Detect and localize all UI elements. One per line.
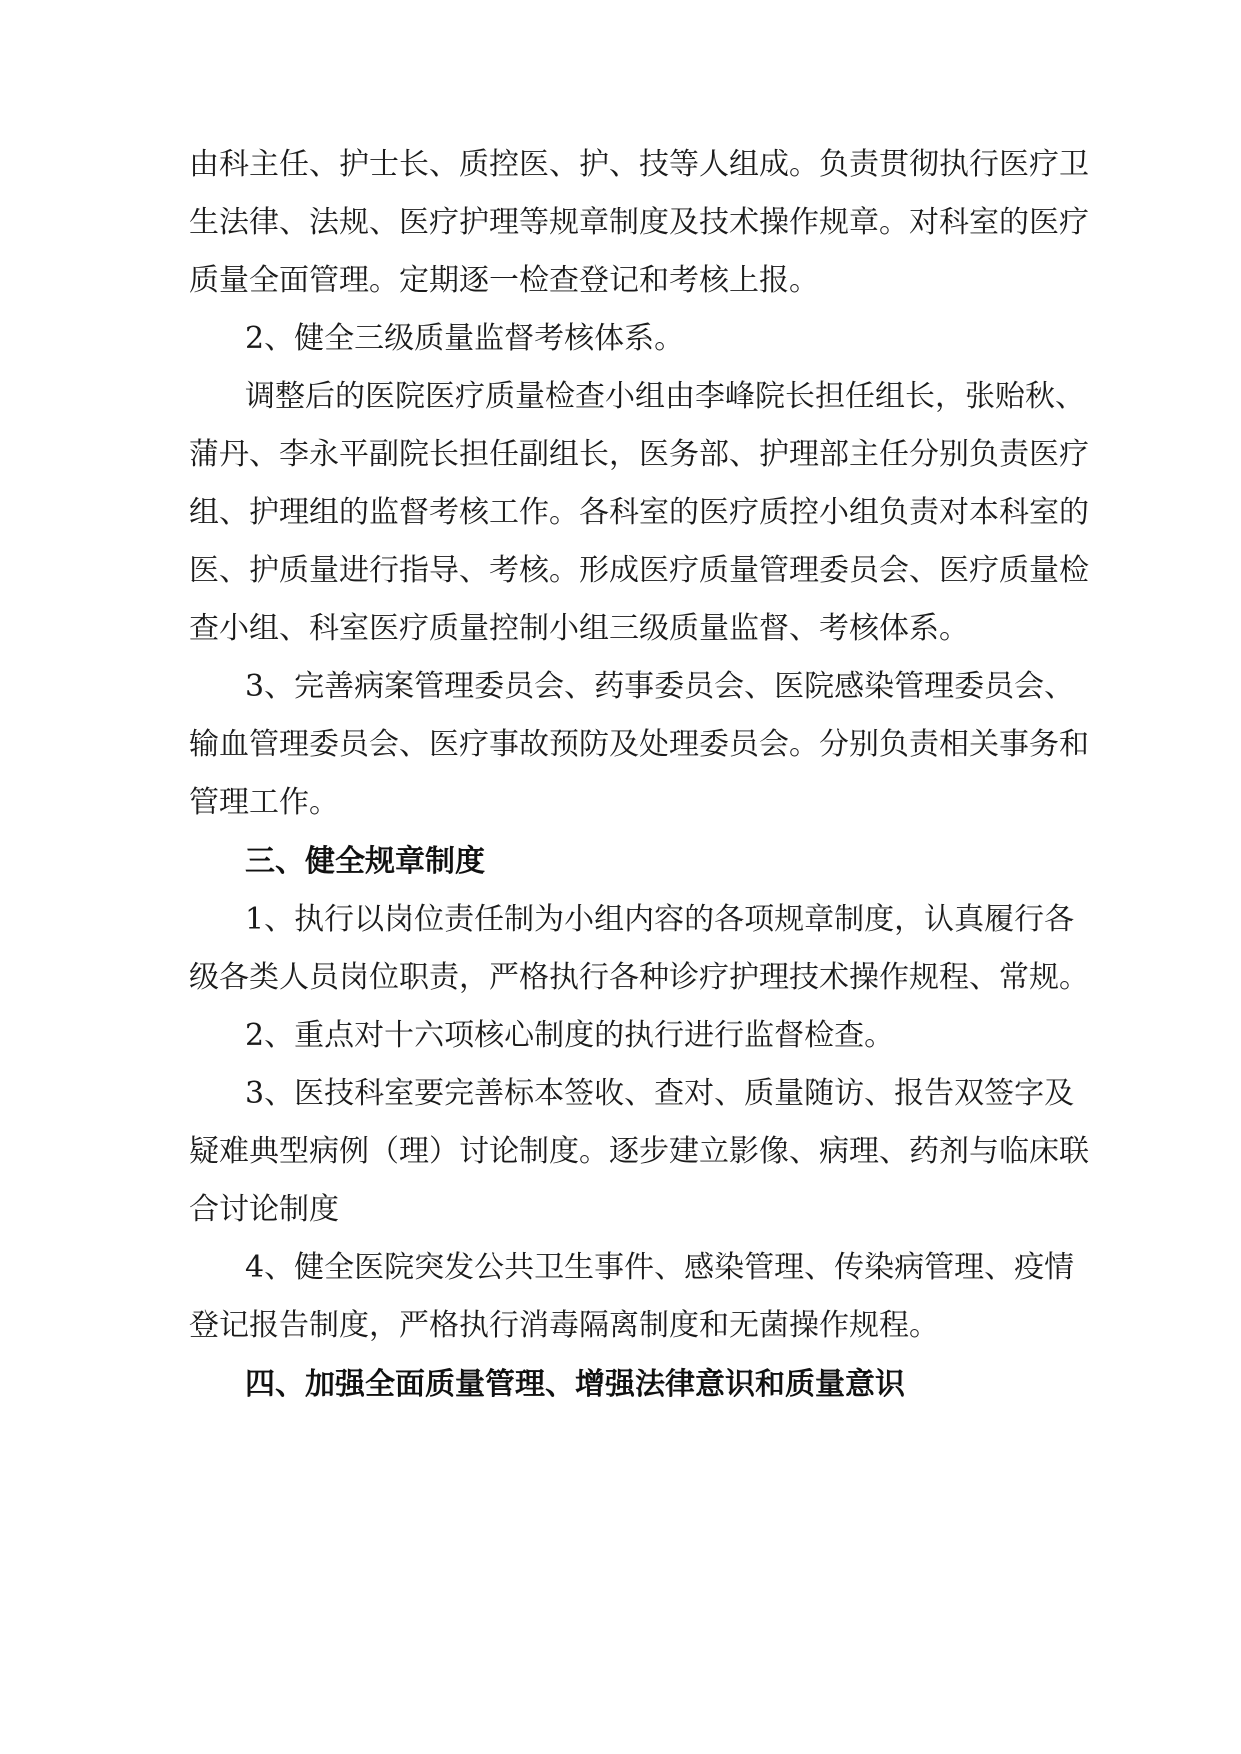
paragraph-line: 合讨论制度: [189, 1192, 339, 1227]
paragraph-line: 调整后的医院医疗质量检查小组由李峰院长担任组长，张贻秋、: [245, 379, 1085, 414]
section-heading-3: 三、健全规章制度: [245, 844, 485, 879]
list-item-2: 2、健全三级质量监督考核体系。: [245, 321, 685, 356]
paragraph-line: 组、护理组的监督考核工作。各科室的医疗质控小组负责对本科室的: [189, 495, 1089, 530]
paragraph-line: 医、护质量进行指导、考核。形成医疗质量管理委员会、医疗质量检: [189, 553, 1089, 588]
list-item-3: 3、医技科室要完善标本签收、查对、质量随访、报告双签字及: [245, 1076, 1075, 1111]
paragraph-line: 管理工作。: [189, 785, 339, 820]
paragraph-line: 疑难典型病例（理）讨论制度。逐步建立影像、病理、药剂与临床联: [189, 1134, 1089, 1169]
paragraph-line: 蒲丹、李永平副院长担任副组长，医务部、护理部主任分别负责医疗: [189, 437, 1089, 472]
paragraph-line: 质量全面管理。定期逐一检查登记和考核上报。: [189, 263, 819, 298]
paragraph-line: 查小组、科室医疗质量控制小组三级质量监督、考核体系。: [189, 611, 969, 646]
list-item-3: 3、完善病案管理委员会、药事委员会、医院感染管理委员会、: [245, 669, 1075, 704]
paragraph-line: 登记报告制度，严格执行消毒隔离制度和无菌操作规程。: [189, 1308, 939, 1343]
section-heading-4: 四、加强全面质量管理、增强法律意识和质量意识: [245, 1367, 905, 1402]
paragraph-line: 由科主任、护士长、质控医、护、技等人组成。负责贯彻执行医疗卫: [189, 147, 1089, 182]
paragraph-line: 级各类人员岗位职责，严格执行各种诊疗护理技术操作规程、常规。: [189, 960, 1089, 995]
list-item-4: 4、健全医院突发公共卫生事件、感染管理、传染病管理、疫情: [245, 1250, 1075, 1285]
paragraph-line: 生法律、法规、医疗护理等规章制度及技术操作规章。对科室的医疗: [189, 205, 1089, 240]
list-item-2: 2、重点对十六项核心制度的执行进行监督检查。: [245, 1018, 895, 1053]
list-item-1: 1、执行以岗位责任制为小组内容的各项规章制度，认真履行各: [245, 902, 1075, 937]
paragraph-line: 输血管理委员会、医疗事故预防及处理委员会。分别负责相关事务和: [189, 727, 1089, 762]
